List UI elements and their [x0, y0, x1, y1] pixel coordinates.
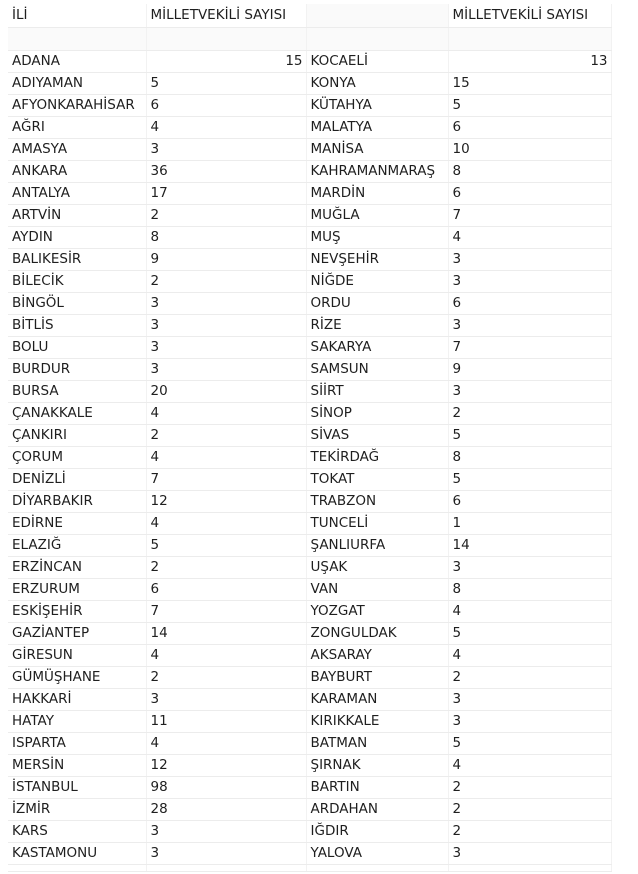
left-city-cell[interactable]: GİRESUN	[8, 645, 146, 667]
table-row	[8, 733, 611, 755]
left-city-cell[interactable]: ANTALYA	[8, 183, 146, 205]
left-city-cell[interactable]: AĞRI	[8, 117, 146, 139]
right-city-cell[interactable]: TEKİRDAĞ	[306, 447, 448, 469]
right-city-cell[interactable]: KARAMAN	[306, 689, 448, 711]
right-city-cell[interactable]: MARDİN	[306, 183, 448, 205]
right-city-cell[interactable]: YALOVA	[306, 843, 448, 865]
right-count-cell[interactable]: 2	[448, 667, 611, 689]
left-city-cell[interactable]: ÇORUM	[8, 447, 146, 469]
table-row	[8, 535, 611, 557]
table-row	[8, 601, 611, 623]
blank-cell[interactable]	[8, 865, 146, 872]
table-row	[8, 469, 611, 491]
left-city-cell[interactable]: HATAY	[8, 711, 146, 733]
left-city-cell[interactable]: ARTVİN	[8, 205, 146, 227]
left-city-cell[interactable]: ERZİNCAN	[8, 557, 146, 579]
left-city-cell[interactable]: ELAZIĞ	[8, 535, 146, 557]
left-count-cell[interactable]: 12	[146, 755, 306, 777]
left-city-cell[interactable]: ANKARA	[8, 161, 146, 183]
left-count-cell[interactable]: 5	[146, 535, 306, 557]
right-city-cell[interactable]: SİVAS	[306, 425, 448, 447]
right-city-cell[interactable]: RİZE	[306, 315, 448, 337]
table-row	[8, 579, 611, 601]
table-row	[8, 293, 611, 315]
right-count-cell[interactable]: 3	[448, 843, 611, 865]
right-count-cell[interactable]: 2	[448, 799, 611, 821]
right-count-cell[interactable]: 1	[448, 513, 611, 535]
left-city-cell[interactable]: DENİZLİ	[8, 469, 146, 491]
left-city-cell[interactable]: KARS	[8, 821, 146, 843]
left-count-cell[interactable]: 3	[146, 337, 306, 359]
table-row	[8, 227, 611, 249]
left-count-cell[interactable]: 4	[146, 447, 306, 469]
left-city-cell[interactable]: BURSA	[8, 381, 146, 403]
right-count-cell[interactable]: 3	[448, 249, 611, 271]
blank-cell[interactable]	[306, 865, 448, 872]
left-city-cell[interactable]: BOLU	[8, 337, 146, 359]
table-row	[8, 623, 611, 645]
table-row	[8, 645, 611, 667]
left-count-cell[interactable]: 7	[146, 469, 306, 491]
right-city-cell[interactable]: AKSARAY	[306, 645, 448, 667]
left-city-cell[interactable]: DİYARBAKIR	[8, 491, 146, 513]
left-count-cell[interactable]: 5	[146, 73, 306, 95]
deputies-table-body	[8, 4, 611, 872]
table-row	[8, 183, 611, 205]
table-row	[8, 117, 611, 139]
table-row	[8, 139, 611, 161]
header-deputy-count-right[interactable]: MİLLETVEKİLİ SAYISI	[448, 4, 611, 28]
right-city-cell[interactable]: ZONGULDAK	[306, 623, 448, 645]
right-city-cell[interactable]: BARTIN	[306, 777, 448, 799]
header-deputy-count[interactable]: MİLLETVEKİLİ SAYISI	[146, 4, 306, 28]
right-city-cell[interactable]: MALATYA	[306, 117, 448, 139]
left-city-cell[interactable]: EDİRNE	[8, 513, 146, 535]
right-city-cell[interactable]: KOCAELİ	[306, 51, 448, 73]
left-city-cell[interactable]: BİLECİK	[8, 271, 146, 293]
table-row	[8, 491, 611, 513]
table-row	[8, 843, 611, 865]
table-row	[8, 755, 611, 777]
left-city-cell[interactable]: ADIYAMAN	[8, 73, 146, 95]
left-count-cell[interactable]: 3	[146, 359, 306, 381]
right-city-cell[interactable]: NEVŞEHİR	[306, 249, 448, 271]
right-city-cell[interactable]: ARDAHAN	[306, 799, 448, 821]
table-row	[8, 447, 611, 469]
right-count-cell[interactable]: 10	[448, 139, 611, 161]
left-city-cell[interactable]: ERZURUM	[8, 579, 146, 601]
right-city-cell[interactable]: MUĞLA	[306, 205, 448, 227]
right-count-cell[interactable]: 3	[448, 315, 611, 337]
left-count-cell[interactable]: 20	[146, 381, 306, 403]
right-count-cell[interactable]: 2	[448, 821, 611, 843]
left-count-cell[interactable]: 36	[146, 161, 306, 183]
left-count-cell[interactable]: 98	[146, 777, 306, 799]
left-count-cell[interactable]: 6	[146, 95, 306, 117]
left-city-cell[interactable]: İZMİR	[8, 799, 146, 821]
right-count-cell[interactable]: 7	[448, 337, 611, 359]
left-count-cell[interactable]: 3	[146, 293, 306, 315]
table-row	[8, 161, 611, 183]
right-count-cell[interactable]: 9	[448, 359, 611, 381]
right-count-cell[interactable]: 4	[448, 227, 611, 249]
right-count-cell[interactable]: 6	[448, 491, 611, 513]
table-row	[8, 425, 611, 447]
table-row	[8, 249, 611, 271]
right-city-cell[interactable]: ORDU	[306, 293, 448, 315]
left-city-cell[interactable]: BİTLİS	[8, 315, 146, 337]
right-city-cell[interactable]: VAN	[306, 579, 448, 601]
blank-row	[8, 28, 611, 51]
left-count-cell[interactable]: 2	[146, 425, 306, 447]
left-count-cell[interactable]: 3	[146, 139, 306, 161]
right-count-cell[interactable]: 8	[448, 579, 611, 601]
right-count-cell[interactable]: 3	[448, 711, 611, 733]
right-count-cell[interactable]: 5	[448, 425, 611, 447]
right-count-cell[interactable]: 2	[448, 777, 611, 799]
right-city-cell[interactable]: ŞIRNAK	[306, 755, 448, 777]
right-city-cell[interactable]: TOKAT	[306, 469, 448, 491]
blank-cell[interactable]	[448, 865, 611, 872]
table-row	[8, 51, 611, 73]
blank-cell[interactable]	[8, 28, 146, 51]
left-city-cell[interactable]: ESKİŞEHİR	[8, 601, 146, 623]
left-count-cell[interactable]: 4	[146, 645, 306, 667]
table-row	[8, 73, 611, 95]
table-row	[8, 403, 611, 425]
right-count-cell[interactable]: 4	[448, 601, 611, 623]
left-count-cell[interactable]: 3	[146, 315, 306, 337]
right-city-cell[interactable]: KAHRAMANMARAŞ	[306, 161, 448, 183]
right-city-cell[interactable]: NİĞDE	[306, 271, 448, 293]
left-count-cell[interactable]: 2	[146, 271, 306, 293]
left-city-cell[interactable]: BURDUR	[8, 359, 146, 381]
table-row	[8, 381, 611, 403]
left-count-cell[interactable]: 8	[146, 227, 306, 249]
left-count-cell[interactable]: 15	[146, 51, 306, 73]
table-row	[8, 689, 611, 711]
right-count-cell[interactable]: 8	[448, 161, 611, 183]
left-count-cell[interactable]: 14	[146, 623, 306, 645]
left-city-cell[interactable]: AFYONKARAHİSAR	[8, 95, 146, 117]
left-count-cell[interactable]: 4	[146, 117, 306, 139]
right-city-cell[interactable]: ŞANLIURFA	[306, 535, 448, 557]
right-city-cell[interactable]: IĞDIR	[306, 821, 448, 843]
left-count-cell[interactable]: 2	[146, 205, 306, 227]
left-count-cell[interactable]: 11	[146, 711, 306, 733]
left-count-cell[interactable]: 2	[146, 667, 306, 689]
left-count-cell[interactable]: 3	[146, 843, 306, 865]
right-city-cell[interactable]: MANİSA	[306, 139, 448, 161]
right-count-cell[interactable]: 5	[448, 733, 611, 755]
blank-cell[interactable]	[448, 28, 611, 51]
right-count-cell[interactable]: 3	[448, 271, 611, 293]
left-count-cell[interactable]: 4	[146, 513, 306, 535]
right-count-cell[interactable]: 6	[448, 117, 611, 139]
header-row	[8, 4, 611, 28]
left-count-cell[interactable]: 3	[146, 689, 306, 711]
left-city-cell[interactable]: GÜMÜŞHANE	[8, 667, 146, 689]
right-city-cell[interactable]: SAKARYA	[306, 337, 448, 359]
right-city-cell[interactable]: BATMAN	[306, 733, 448, 755]
right-city-cell[interactable]: BAYBURT	[306, 667, 448, 689]
right-city-cell[interactable]: TUNCELİ	[306, 513, 448, 535]
table-row	[8, 557, 611, 579]
table-row	[8, 337, 611, 359]
right-count-cell[interactable]: 14	[448, 535, 611, 557]
right-city-cell[interactable]: SAMSUN	[306, 359, 448, 381]
right-count-cell[interactable]: 15	[448, 73, 611, 95]
left-city-cell[interactable]: KASTAMONU	[8, 843, 146, 865]
right-count-cell[interactable]: 2	[448, 403, 611, 425]
right-city-cell[interactable]: UŞAK	[306, 557, 448, 579]
trailing-empty-row	[8, 865, 611, 872]
left-city-cell[interactable]: ADANA	[8, 51, 146, 73]
left-count-cell[interactable]: 4	[146, 733, 306, 755]
right-count-cell[interactable]: 5	[448, 469, 611, 491]
left-count-cell[interactable]: 7	[146, 601, 306, 623]
right-city-cell[interactable]: SİNOP	[306, 403, 448, 425]
left-city-cell[interactable]: GAZİANTEP	[8, 623, 146, 645]
table-row	[8, 513, 611, 535]
right-count-cell[interactable]: 6	[448, 293, 611, 315]
left-count-cell[interactable]: 12	[146, 491, 306, 513]
right-city-cell[interactable]: SİİRT	[306, 381, 448, 403]
left-count-cell[interactable]: 6	[146, 579, 306, 601]
right-count-cell[interactable]: 7	[448, 205, 611, 227]
left-city-cell[interactable]: ISPARTA	[8, 733, 146, 755]
table-row	[8, 821, 611, 843]
left-city-cell[interactable]: BALIKESİR	[8, 249, 146, 271]
left-city-cell[interactable]: BİNGÖL	[8, 293, 146, 315]
left-city-cell[interactable]: ÇANKIRI	[8, 425, 146, 447]
right-count-cell[interactable]: 13	[448, 51, 611, 73]
left-city-cell[interactable]: ÇANAKKALE	[8, 403, 146, 425]
left-city-cell[interactable]: MERSİN	[8, 755, 146, 777]
table-row	[8, 205, 611, 227]
left-count-cell[interactable]: 4	[146, 403, 306, 425]
right-city-cell[interactable]: MUŞ	[306, 227, 448, 249]
table-row	[8, 667, 611, 689]
right-count-cell[interactable]: 3	[448, 557, 611, 579]
left-count-cell[interactable]: 3	[146, 821, 306, 843]
deputies-table	[8, 4, 612, 872]
left-count-cell[interactable]: 9	[146, 249, 306, 271]
blank-cell[interactable]	[146, 865, 306, 872]
right-city-cell[interactable]: YOZGAT	[306, 601, 448, 623]
blank-cell[interactable]	[146, 28, 306, 51]
table-row	[8, 315, 611, 337]
right-count-cell[interactable]: 5	[448, 95, 611, 117]
right-count-cell[interactable]: 5	[448, 623, 611, 645]
left-city-cell[interactable]: İSTANBUL	[8, 777, 146, 799]
table-row	[8, 359, 611, 381]
left-count-cell[interactable]: 2	[146, 557, 306, 579]
left-city-cell[interactable]: AYDIN	[8, 227, 146, 249]
table-row	[8, 777, 611, 799]
right-count-cell[interactable]: 3	[448, 381, 611, 403]
table-row	[8, 711, 611, 733]
right-city-cell[interactable]: KONYA	[306, 73, 448, 95]
left-count-cell[interactable]: 17	[146, 183, 306, 205]
right-count-cell[interactable]: 3	[448, 689, 611, 711]
table-row	[8, 271, 611, 293]
blank-cell[interactable]	[306, 28, 448, 51]
right-count-cell[interactable]: 6	[448, 183, 611, 205]
left-city-cell[interactable]: HAKKARİ	[8, 689, 146, 711]
right-count-cell[interactable]: 4	[448, 755, 611, 777]
right-count-cell[interactable]: 4	[448, 645, 611, 667]
header-empty-cell[interactable]	[306, 4, 448, 28]
right-count-cell[interactable]: 8	[448, 447, 611, 469]
right-city-cell[interactable]: KIRIKKALE	[306, 711, 448, 733]
right-city-cell[interactable]: KÜTAHYA	[306, 95, 448, 117]
header-city[interactable]: İLİ	[8, 4, 146, 28]
left-count-cell[interactable]: 28	[146, 799, 306, 821]
left-city-cell[interactable]: AMASYA	[8, 139, 146, 161]
table-row	[8, 799, 611, 821]
right-city-cell[interactable]: TRABZON	[306, 491, 448, 513]
table-row	[8, 95, 611, 117]
